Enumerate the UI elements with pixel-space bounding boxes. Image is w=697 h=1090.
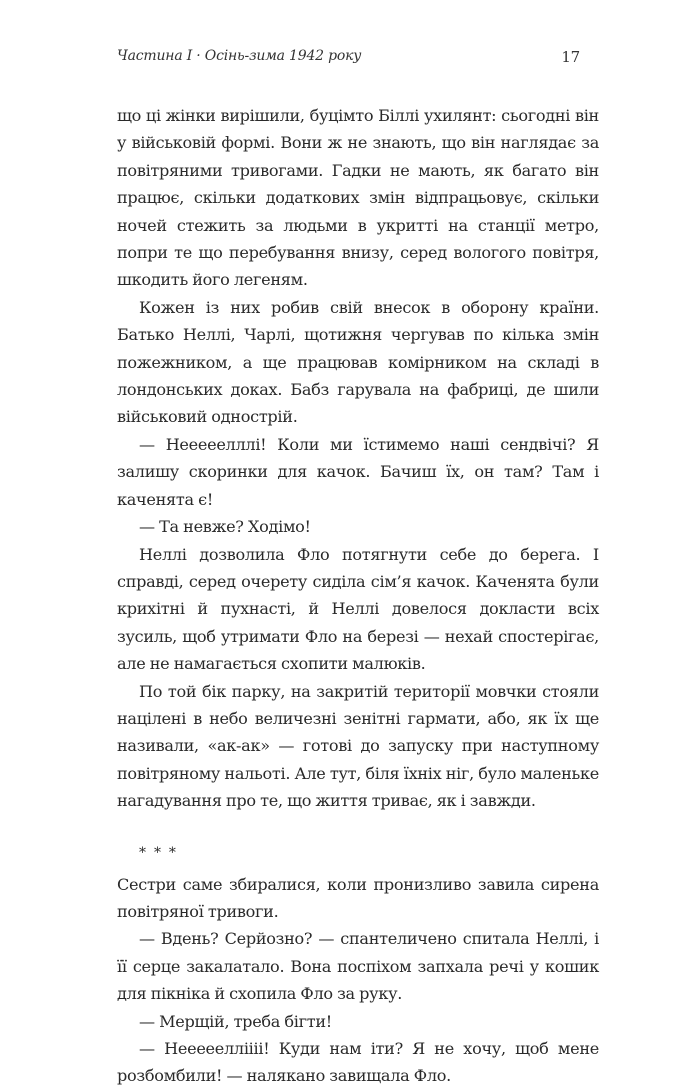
dialogue-line: — Нееееелліііі! Куди нам іти? Я не хочу, щоб мене розбомбили! — налякано завищала Фло. — [117, 1039, 599, 1086]
dialogue-line: — Вдень? Серйозно? — спантеличено спитала Неллі, і її серце закалатало. Вона поспіхом запхала речі у кошик для пікніка й схопила Фло за руку. — [117, 929, 599, 1004]
section-break: * * * — [139, 844, 178, 861]
running-title: Частина I · Осінь-зима 1942 року — [117, 48, 362, 64]
paragraph: Сестри саме збиралися, коли пронизливо завила сирена повітряної тривоги. — [117, 874, 599, 921]
page-number: 17 — [561, 48, 580, 66]
dialogue-line: — Та невже? Ходімо! — [139, 517, 311, 537]
paragraph: Кожен із них робив свій внесок в оборону країни. Батько Неллі, Чарлі, щотижня чергував по кілька змін пожежником, а ще працював комірником на складі в лондонських доках. Бабз гарувала на фабриці, де шили військовий однострій. — [117, 297, 599, 427]
paragraph: По той бік парку, на закритій території мовчки стояли націлені в небо величезні зенітні гармати, або, як їх ще називали, «ак-ак» — готові до запуску при наступному повітряному нальоті. Але тут, біля їхніх ніг, було маленьке нагадування про те, що життя триває, як і завжди. — [117, 681, 599, 811]
dialogue-line: — Нееееелллі! Коли ми їстимемо наші сендвічі? Я залишу скоринки для качок. Бачиш їх, он там? Там і каченята є! — [117, 434, 599, 509]
running-header — [117, 46, 580, 70]
dialogue-line: — Мерщій, треба бігти! — [139, 1011, 332, 1031]
paragraph: що ці жінки вирішили, буцімто Біллі ухилянт: сьогодні він у військовій формі. Вони ж не знають, що він наглядає за повітряними тривогами. Гадки не мають, як багато він працює, скільки додаткових змін відпрацьовує, скільки ночей стежить за людьми в укритті на станції метро, попри те що перебування внизу, серед вологого повітря, шкодить його легеням. — [117, 106, 599, 290]
paragraph: Неллі дозволила Фло потягнути себе до берега. І справді, серед очерету сиділа сім’я качок. Каченята були крихітні й пухнасті, й Неллі довелося докласти всіх зусиль, щоб утримати Фло на березі — нехай спостерігає, але не намагається схопити малюків. — [117, 544, 599, 674]
body-text — [117, 102, 599, 1090]
